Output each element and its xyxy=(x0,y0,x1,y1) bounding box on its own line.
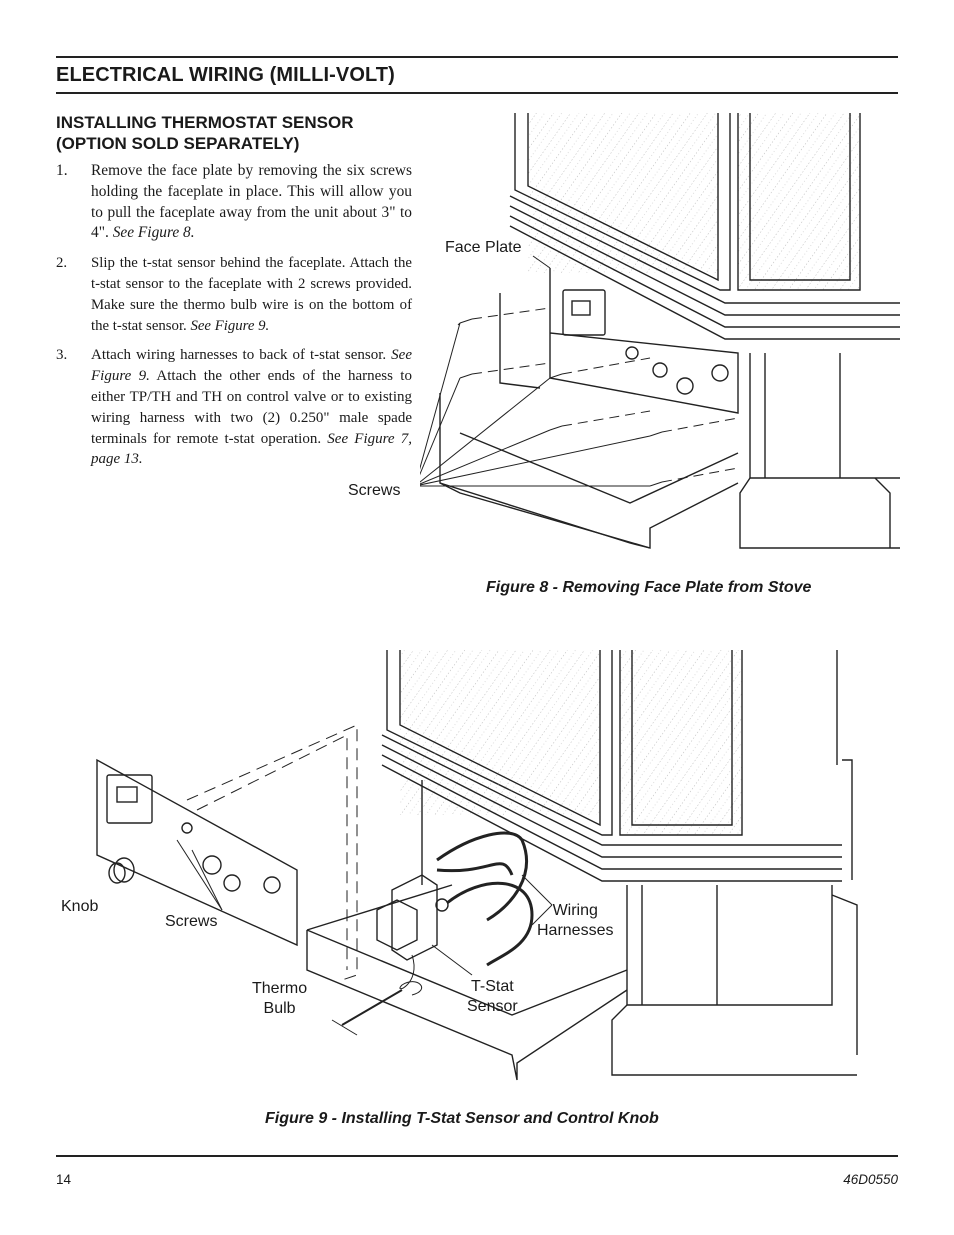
instruction-steps xyxy=(56,161,412,479)
subsection-title xyxy=(56,112,416,154)
footer-rule xyxy=(56,1155,898,1157)
step-number: 3. xyxy=(56,347,68,364)
step-text-continued: Attach the other ends of the harness to either TP/TH and TH on control valve or to existing wiring harness with two (2) 0.250" male spade terminals for remote t-stat operation. xyxy=(91,368,412,447)
step-text: Slip the t-stat sensor behind the faceplate. Attach the t-stat sensor to the faceplate with 2 screws provided. Make sure the thermo bulb wire is on the bottom of the t-stat sensor. xyxy=(91,255,412,334)
step-1 xyxy=(56,161,412,244)
figure-9-caption: Figure 9 - Installing T-Stat Sensor and Control Knob xyxy=(265,1110,659,1127)
step-3 xyxy=(56,345,412,470)
label-screws-fig9: Screws xyxy=(165,913,218,930)
step-figure-ref: See Figure 9. xyxy=(190,317,270,334)
subsection-title-line2: (OPTION SOLD SEPARATELY) xyxy=(56,134,300,153)
label-thermo-bulb xyxy=(252,979,307,1019)
label-tstat-sensor xyxy=(467,977,518,1017)
step-figure-ref-2: See Figure 7, page 13. xyxy=(91,430,412,468)
label-screws-fig8: Screws xyxy=(348,482,401,499)
document-code: 46D0550 xyxy=(843,1172,898,1187)
label-tstat-line2: Sensor xyxy=(467,998,518,1015)
figure-8-caption: Figure 8 - Removing Face Plate from Stove xyxy=(486,579,812,596)
step-number: 1. xyxy=(56,162,68,179)
step-figure-ref: See Figure 9. xyxy=(91,347,412,385)
label-wiring-harnesses xyxy=(537,901,613,941)
figure-9-illustration xyxy=(92,645,892,1090)
label-knob: Knob xyxy=(61,898,99,915)
header-rule xyxy=(56,92,898,94)
figure-8-illustration xyxy=(420,108,900,558)
label-wiring-line2: Harnesses xyxy=(537,922,614,939)
step-text: Attach wiring harnesses to back of t-stat sensor. xyxy=(91,347,387,364)
section-title: ELECTRICAL WIRING (MILLI-VOLT) xyxy=(56,64,395,86)
label-tstat-line1: T-Stat xyxy=(471,978,514,995)
subsection-title-line1: INSTALLING THERMOSTAT SENSOR xyxy=(56,113,354,132)
step-2 xyxy=(56,253,412,336)
page-number: 14 xyxy=(56,1172,72,1187)
label-wiring-line1: Wiring xyxy=(552,902,598,919)
top-rule xyxy=(56,56,898,58)
step-number: 2. xyxy=(56,255,68,272)
label-thermo-line1: Thermo xyxy=(252,980,308,997)
label-thermo-line2: Bulb xyxy=(263,1000,296,1017)
step-figure-ref: See Figure 8. xyxy=(112,224,195,242)
label-face-plate: Face Plate xyxy=(445,239,522,256)
step-text: Remove the face plate by removing the six screws holding the faceplate in place. This will allow you to pull the faceplate away from the unit about 3" to 4". xyxy=(91,162,412,242)
